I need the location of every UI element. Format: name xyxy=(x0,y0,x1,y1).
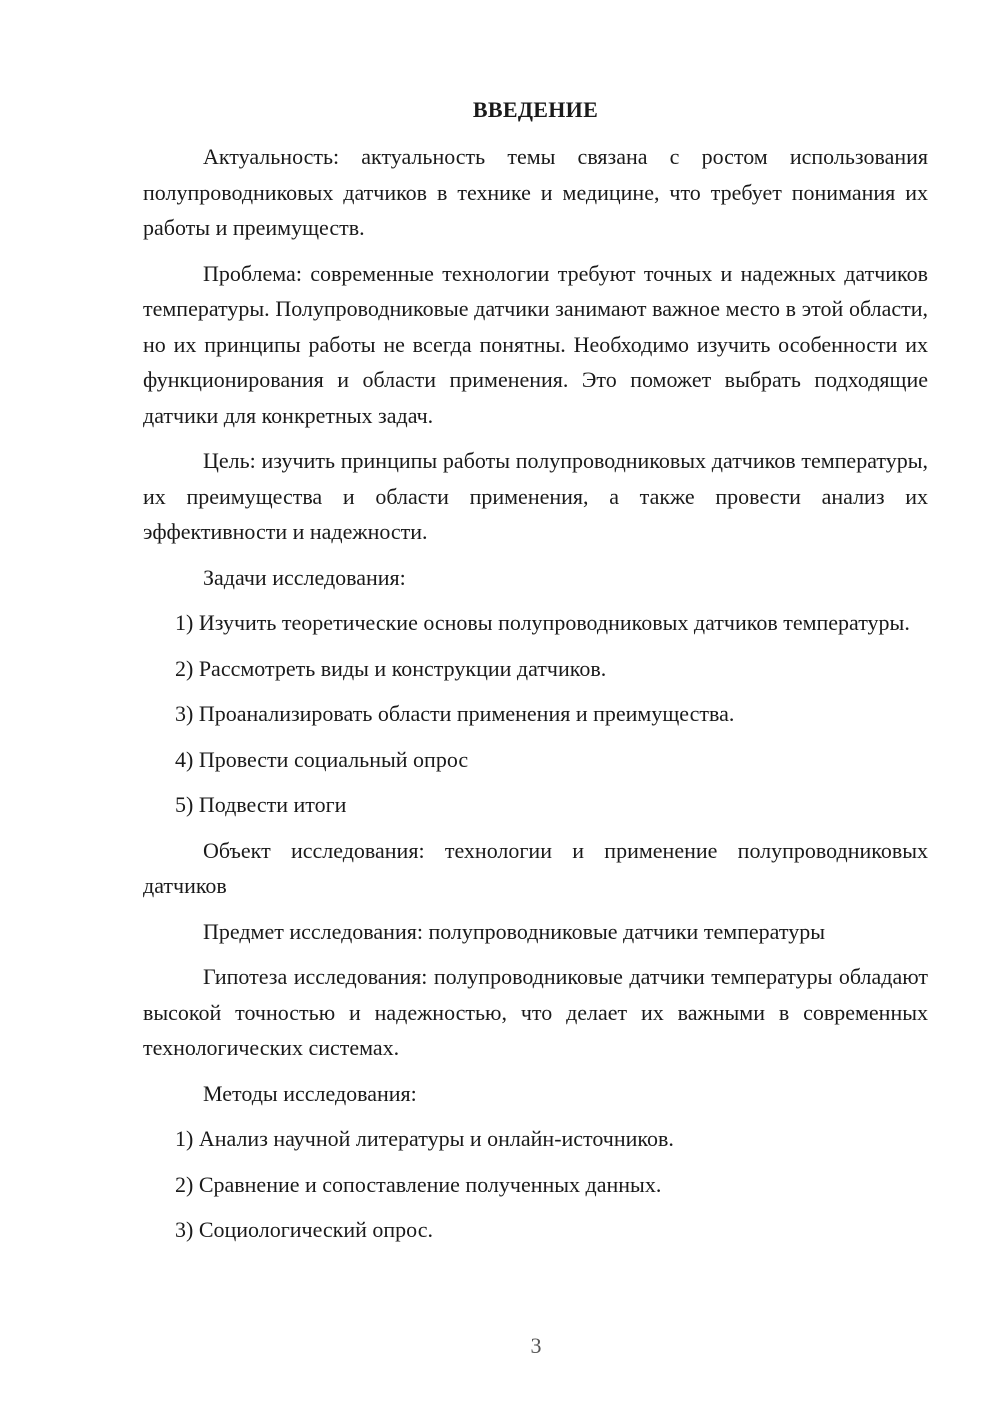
goal-paragraph: Цель: изучить принципы работы полупроводниковых датчиков температуры, их преимущества и области применения, а также провести анализ их эффективности и надежности. xyxy=(143,448,928,544)
task-item-3: 3) Проанализировать области применения и преимущества. xyxy=(175,701,735,726)
object-paragraph: Объект исследования: технологии и применение полупроводниковых датчиков xyxy=(143,837,928,898)
task-item-4: 4) Провести социальный опрос xyxy=(175,746,469,772)
problem-paragraph: Проблема: современные технологии требуют точных и надежных датчиков температуры. Полупроводниковые датчики занимают важное место в этой области, но их принципы работы не всегда понятны. Необходимо изучить особенности их функционирования и области применения. Это поможет выбрать подходящие датчики для конкретных задач. xyxy=(143,260,928,428)
task-item-2: 2) Рассмотреть виды и конструкции датчиков. xyxy=(175,655,607,681)
method-item-3: 3) Социологический опрос. xyxy=(175,1217,433,1242)
method-item-1: 1) Анализ научной литературы и онлайн-источников. xyxy=(175,1126,674,1151)
page-number: 3 xyxy=(530,1333,542,1358)
tasks-heading: Задачи исследования: xyxy=(203,564,406,590)
method-item-2: 2) Сравнение и сопоставление полученных данных. xyxy=(175,1171,662,1197)
hypothesis-paragraph: Гипотеза исследования: полупроводниковые датчики температуры обладают высокой точностью и надежностью, что делает их важными в современных технологических системах. xyxy=(143,964,928,1060)
task-item-5: 5) Подвести итоги xyxy=(175,792,347,817)
document-page xyxy=(143,95,928,1258)
subject-paragraph: Предмет исследования: полупроводниковые датчики температуры xyxy=(203,918,825,944)
task-item-1: 1) Изучить теоретические основы полупроводниковых датчиков температуры. xyxy=(175,610,910,635)
relevance-paragraph: Актуальность: актуальность темы связана с ростом использования полупроводниковых датчиков в технике и медицине, что требует понимания их работы и преимуществ. xyxy=(143,144,928,240)
page-title: ВВЕДЕНИЕ xyxy=(472,97,599,122)
methods-heading: Методы исследования: xyxy=(203,1080,417,1106)
